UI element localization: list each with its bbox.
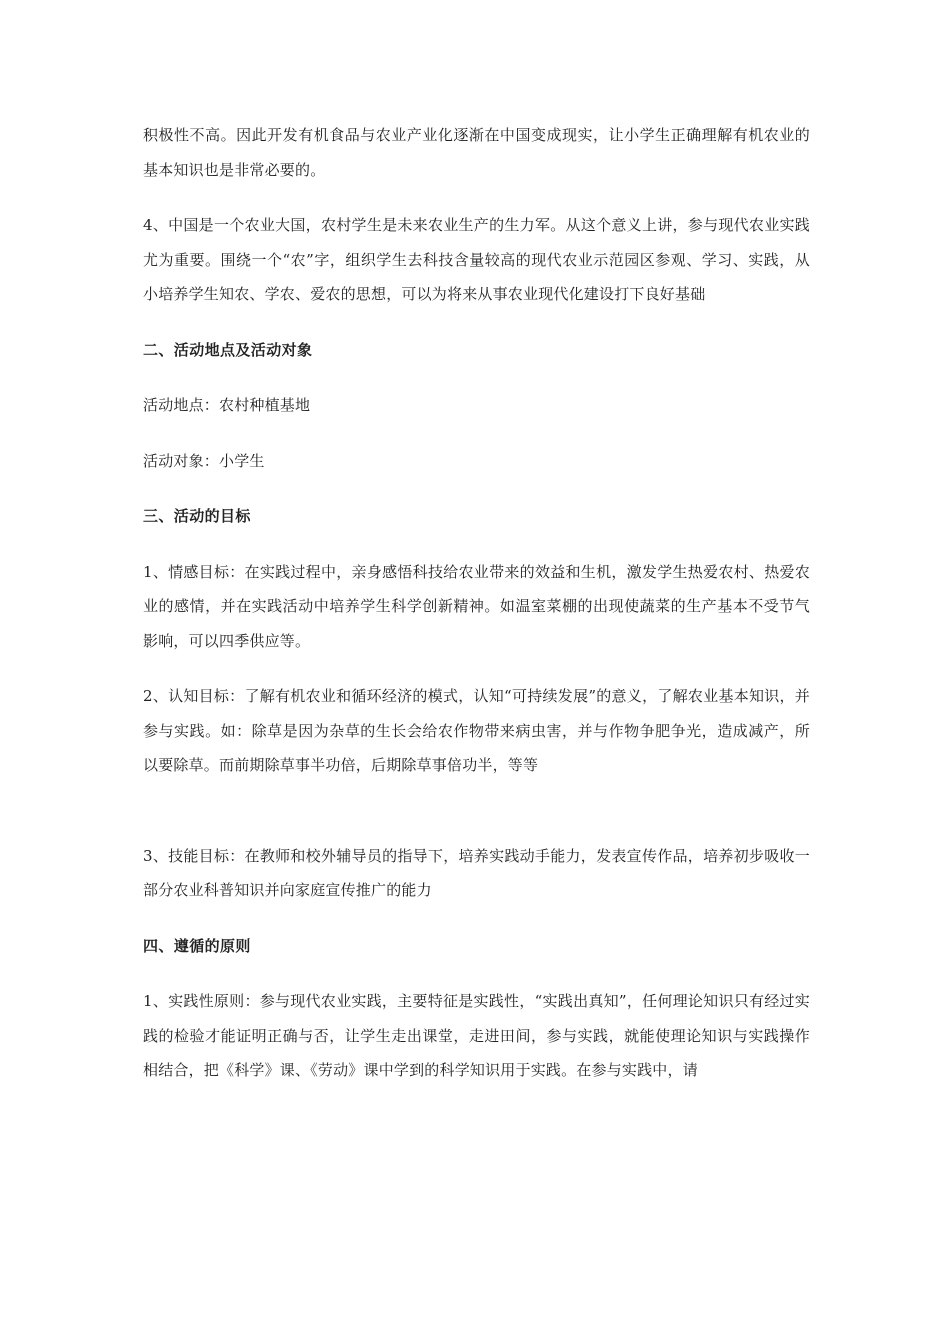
- paragraph-location: 活动地点：农村种植基地: [143, 396, 311, 414]
- section-heading-3: 三、活动的目标: [143, 507, 251, 525]
- paragraph-target: 活动对象：小学生: [143, 451, 265, 470]
- paragraph-point-4: 4、中国是一个农业大国，农村学生是未来农业生产的生力军。从这个意义上讲，参与现代农业实践尤为重要。围绕一个“农”字，组织学生去科技含量较高的现代农业示范园区参观、学习、实践，从小培养学生知农、学农、爱农的思想，可以为将来从事农业现代化建设打下良好基础: [143, 216, 810, 303]
- paragraph-goal-cognition: 2、认知目标：了解有机农业和循环经济的模式，认知“可持续发展”的意义，了解农业基本知识，并参与实践。如：除草是因为杂草的生长会给农作物带来病虫害，并与作物争肥争光，造成减产，所以要除草。而前期除草事半功倍，后期除草事倍功半，等等: [143, 687, 810, 774]
- blank-line: [143, 804, 810, 839]
- document-body: [143, 118, 810, 1109]
- section-heading-2: 二、活动地点及活动对象: [143, 340, 313, 359]
- paragraph-goal-emotion: 1、情感目标：在实践过程中，亲身感悟科技给农业带来的效益和生机，激发学生热爱农村、热爱农业的感情，并在实践活动中培养学生科学创新精神。如温室菜棚的出现使蔬菜的生产基本不受节气影响，可以四季供应等。: [143, 562, 810, 650]
- paragraph-principle-practice: 1、实践性原则：参与现代农业实践，主要特征是实践性，“实践出真知”，任何理论知识只有经过实践的检验才能证明正确与否，让学生走出课堂，走进田间，参与实践，就能使理论知识与实践操作相结合，把《科学》课、《劳动》课中学到的科学知识用于实践。在参与实践中，请: [143, 992, 810, 1079]
- paragraph-goal-skill: 3、技能目标：在教师和校外辅导员的指导下，培养实践动手能力，发表宣传作品，培养初步吸收一部分农业科普知识并向家庭宣传推广的能力: [143, 846, 810, 899]
- paragraph-intro: 积极性不高。因此开发有机食品与农业产业化逐渐在中国变成现实，让小学生正确理解有机农业的基本知识也是非常必要的。: [143, 126, 810, 179]
- section-heading-4: 四、遵循的原则: [143, 936, 251, 955]
